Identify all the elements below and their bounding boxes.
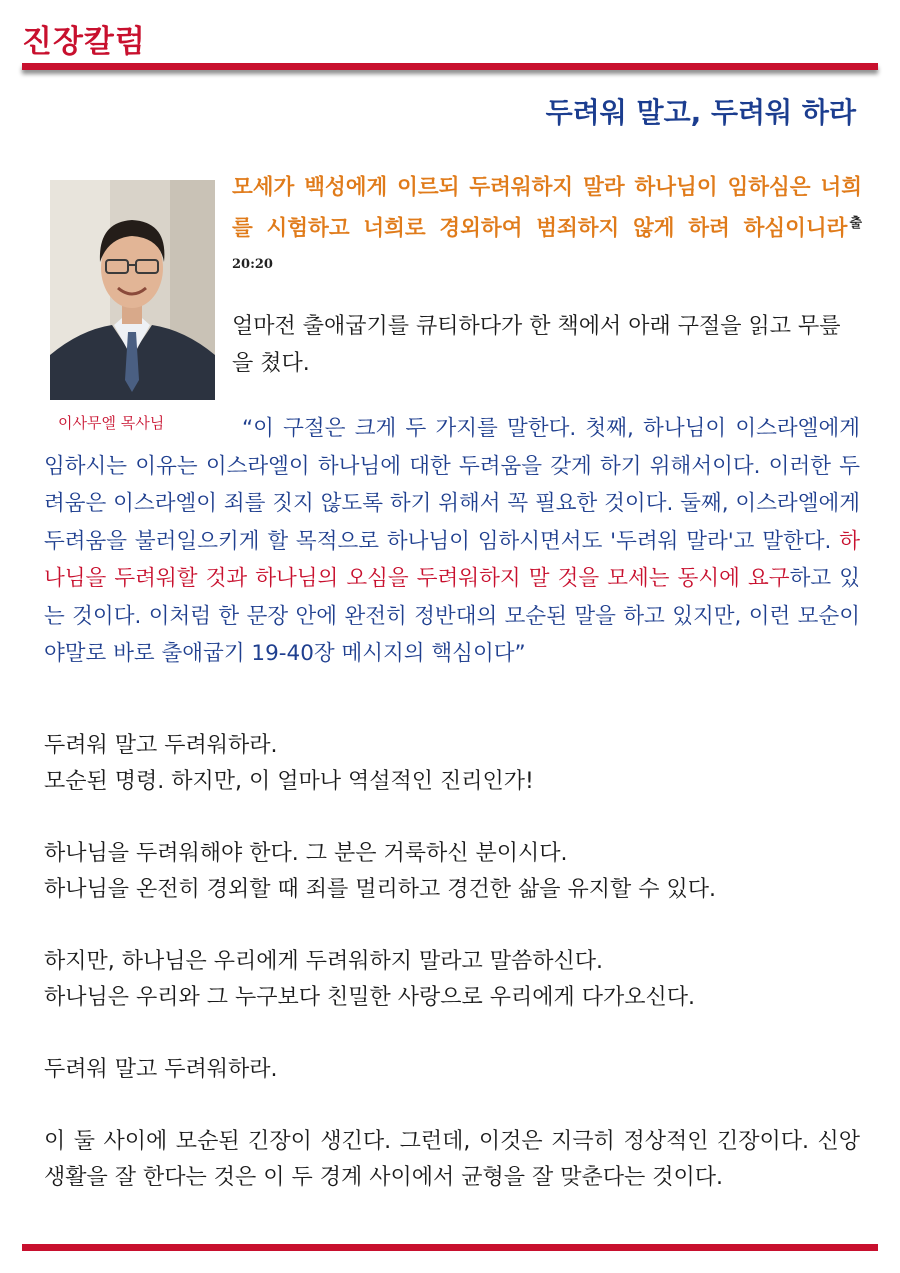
quoted-passage [44, 410, 860, 673]
section-label: 진장칼럼 [22, 24, 146, 60]
body-paragraph: 이 둘 사이에 모순된 긴장이 생긴다. 그런데, 이것은 지극히 정상적인 긴장이다. 신앙생활을 잘 한다는 것은 이 두 경계 사이에서 균형을 잘 맞춘다는 것이다. [44, 1129, 860, 1190]
column-body [44, 728, 860, 1232]
top-divider [22, 63, 878, 70]
body-line: 하지만, 하나님은 우리에게 두려워하지 말라고 말씀하신다. [44, 949, 604, 974]
body-line: 모순된 명령. 하지만, 이 얼마나 역설적인 진리인가! [44, 769, 534, 794]
intro-paragraph: 얼마전 출애굽기를 큐티하다가 한 책에서 아래 구절을 읽고 무릎을 쳤다. [232, 314, 841, 376]
body-paragraph [44, 836, 860, 908]
author-portrait [50, 180, 215, 400]
body-line: 하나님을 두려워해야 한다. 그 분은 거룩하신 분이시다. [44, 841, 568, 866]
quote-text-2: 하고 있는 것이다. 이처럼 한 문장 안에 완전히 정반대의 모순된 말을 하고 있지만, 이런 모순이야말로 바로 출애굽기 19-40장 메시지의 핵심이다” [44, 566, 860, 666]
page-title: 두려워 말고, 두려워 하라 [545, 96, 856, 129]
quote-text-1: “이 구절은 크게 두 가지를 말한다. 첫째, 하나님이 이스라엘에게 임하시는 이유는 이스라엘이 하나님에 대한 두려움을 갖게 하기 위해서이다. 이러한 두려움은 이스라엘이 죄를 짓지 않도록 하기 위해서 꼭 필요한 것이다. 둘째, 이스라엘에게 두려움을 불러일으키게 할 목적으로 하나님이 임하시면서도 '두려워 말라'고 말한다. [44, 416, 860, 554]
body-line: 하나님을 온전히 경외할 때 죄를 멀리하고 경건한 삶을 유지할 수 있다. [44, 877, 716, 902]
body-line: 하나님은 우리와 그 누구보다 친밀한 사랑으로 우리에게 다가오신다. [44, 985, 696, 1010]
body-paragraph [44, 728, 860, 800]
author-caption: 이사무엘 목사님 [58, 414, 165, 432]
verse-reference: 출 20:20 [232, 216, 862, 273]
verse-text: 모세가 백성에게 이르되 두려워하지 말라 하나님이 임하심은 너희를 시험하고 너희로 경외하여 범죄하지 않게 하려 하심이니라 [232, 175, 862, 242]
scripture-verse [232, 170, 862, 288]
body-line: 두려워 말고 두려워하라. [44, 733, 278, 758]
body-paragraph: 두려워 말고 두려워하라. [44, 1057, 278, 1082]
body-paragraph [44, 944, 860, 1016]
quote-highlight: 하나님을 두려워할 것과 하나님의 오심을 두려워하지 말 것을 모세는 동시에 요구 [44, 528, 860, 591]
bottom-divider [22, 1244, 878, 1251]
